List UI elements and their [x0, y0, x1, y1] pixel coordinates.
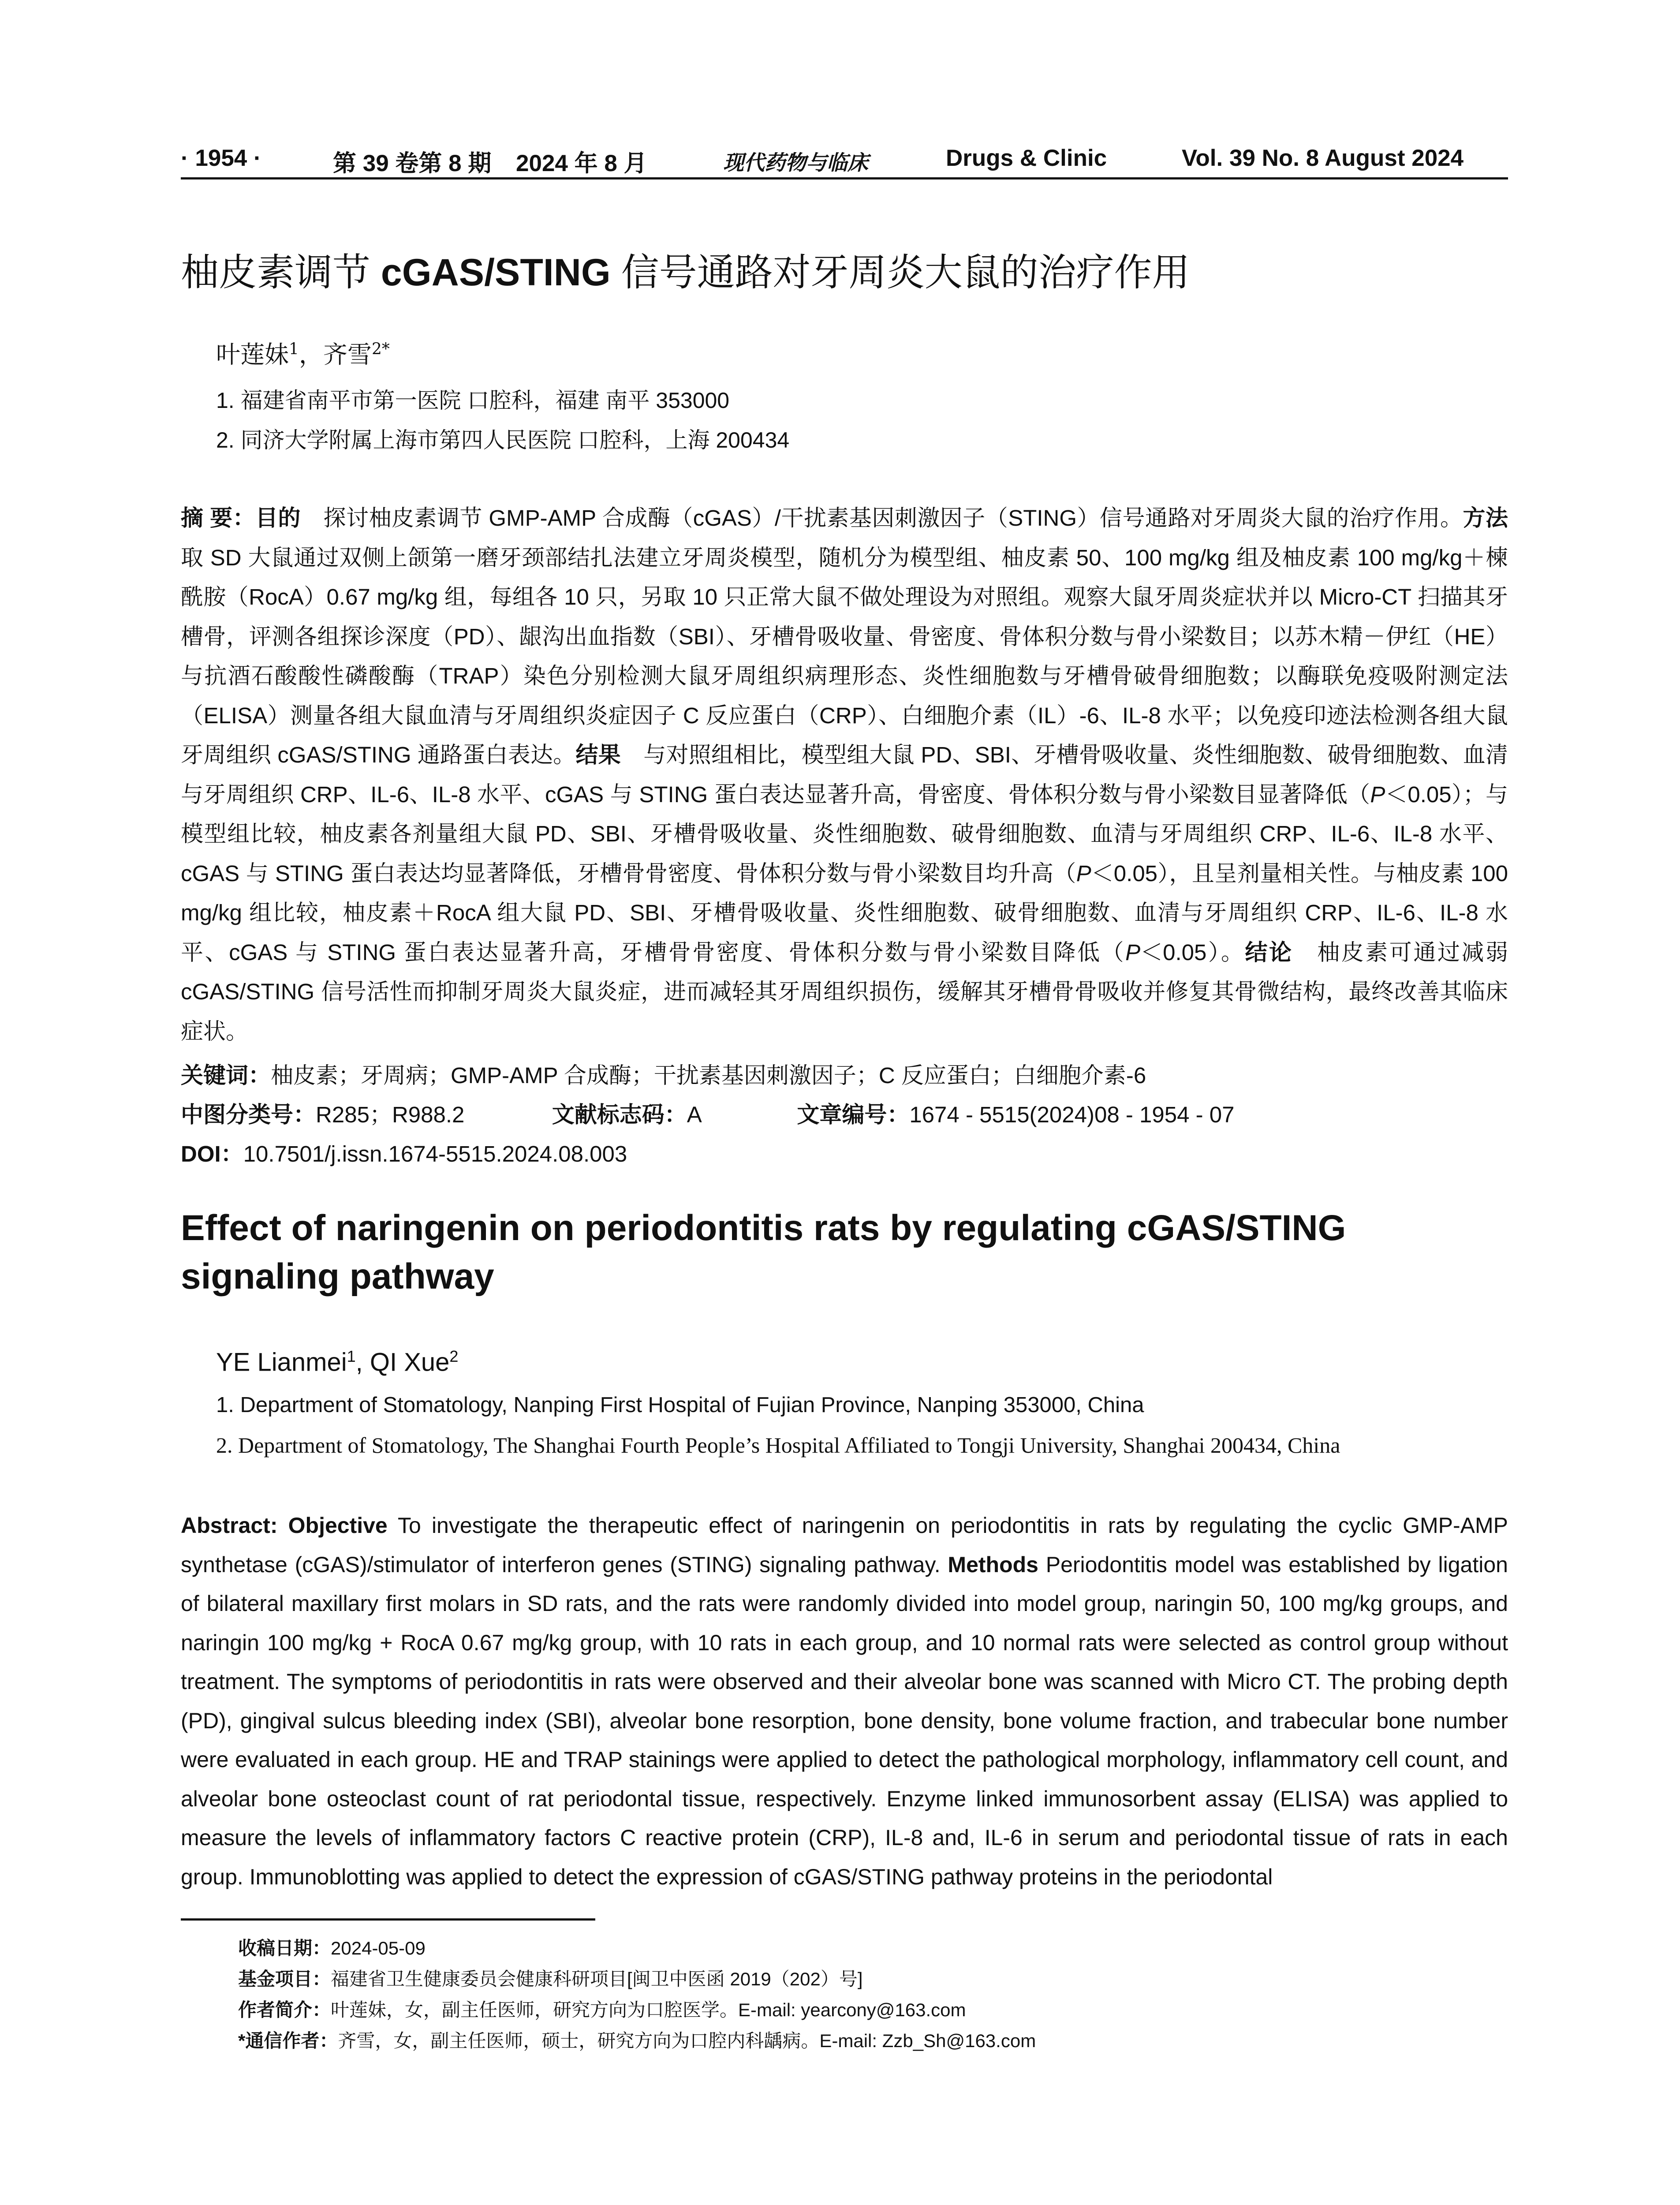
footnote-funding: 基金项目：福建省卫生健康委员会健康科研项目[闽卫中医函 2019（202）号] [238, 1969, 863, 1989]
affiliation-en-2: 2. Department of Stomatology, The Shanghai Fourth People’s Hospital Affiliated to Tongji University, Shanghai 200434, China [216, 1433, 1340, 1458]
doi: DOI：10.7501/j.issn.1674-5515.2024.08.003 [181, 1141, 627, 1166]
footnote-rule [181, 1918, 595, 1921]
authors-en: YE Lianmei$^1$, QI Xue$^2$ [216, 1347, 459, 1377]
abstract-en: Abstract: Objective To investigate the therapeutic effect of naringenin on periodontitis in rats by regulating the cyclic GMP-AMP synthetase (cGAS)/stimulator of interferon genes (STING) signaling pathway. Methods Periodontitis model was established by ligation of bilateral maxillary first molars in SD rats, and the rats were randomly divided into model group, naringin 50, 100 mg/kg groups, and naringin 100 mg/kg + RocA 0.67 mg/kg group, with 10 rats in each group, and 10 normal rats were selected as control group without treatment. The symptoms of periodontitis in rats were observed and their alveolar bone was scanned with Micro CT. The probing depth (PD), gingival sulcus bleeding index (SBI), alveolar bone resorption, bone density, bone volume fraction, and trabecular bone number were evaluated in each group. HE and TRAP stainings were applied to detect the pathological morphology, inflammatory cell count, and alveolar bone osteoclast count of rat periodontal tissue, respectively. Enzyme linked immunosorbent assay (ELISA) was applied to measure the levels of inflammatory factors C reactive protein (CRP), IL-8 and, IL-6 in serum and periodontal tissue of rats in each group. Immunoblotting was applied to detect the expression of cGAS/STING pathway proteins in the periodontal [181, 1513, 1508, 1889]
classification: 中图分类号：R285；R988.2 文献标志码：A 文章编号：1674 - 5515(2024)08 - 1954 - 07 [181, 1102, 1235, 1127]
affiliation-cn-2: 2. 同济大学附属上海市第四人民医院 口腔科，上海 200434 [216, 428, 790, 452]
authors-cn: 叶莲妹$^1$，齐雪$^{2*}$ [216, 340, 390, 369]
header-date-cn: 2024 年 8 月 [516, 150, 647, 176]
keywords-cn: 关键词：柚皮素；牙周病；GMP-AMP 合成酶；干扰素基因刺激因子；C 反应蛋白；白细胞介素-6 [181, 1063, 1146, 1088]
footnote-author-bio: 作者简介：叶莲妹，女，副主任医师，研究方向为口腔医学。E-mail: yearcony@163.com [238, 1999, 966, 2020]
title-en: Effect of naringenin on periodontitis rats by regulating cGAS/STING signaling pathway [181, 1208, 1346, 1297]
header-journal-en: Drugs & Clinic [946, 145, 1107, 171]
header-journal-cn: 现代药物与临床 [723, 151, 868, 175]
affiliation-cn-1: 1. 福建省南平市第一医院 口腔科，福建 南平 353000 [216, 388, 730, 413]
footnote-corresponding: *通信作者：齐雪，女，副主任医师，硕士，研究方向为口腔内科龋病。E-mail: Zzb_Sh@163.com [238, 2030, 1036, 2051]
title-cn: 柚皮素调节 cGAS/STING 信号通路对牙周炎大鼠的治疗作用 [181, 251, 1190, 294]
page-number: · 1954 · [181, 145, 261, 171]
running-header [181, 140, 1508, 179]
abstract-cn: 摘 要：目的 探讨柚皮素调节 GMP-AMP 合成酶（cGAS）/干扰素基因刺激因子（STING）信号通路对牙周炎大鼠的治疗作用。方法 取 SD 大鼠通过双侧上颌第一磨牙颈部结扎法建立牙周炎模型，随机分为模型组、柚皮素 50、100 mg/kg 组及柚皮素 100 mg/kg＋楝酰胺（RocA）0.67 mg/kg 组，每组各 10 只，另取 10 只正常大鼠不做处理设为对照组。观察大鼠牙周炎症状并以 Micro-CT 扫描其牙槽骨，评测各组探诊深度（PD）、龈沟出血指数（SBI）、牙槽骨吸收量、骨密度、骨体积分数与骨小梁数目；以苏木精－伊红（HE）与抗酒石酸酸性磷酸酶（TRAP）染色分别检测大鼠牙周组织病理形态、炎性细胞数与牙槽骨破骨细胞数；以酶联免疫吸附测定法（ELISA）测量各组大鼠血清与牙周组织炎症因子 C 反应蛋白（CRP）、白细胞介素（IL）-6、IL-8 水平；以免疫印迹法检测各组大鼠牙周组织 cGAS/STING 通路蛋白表达。结果 与对照组相比，模型组大鼠 PD、SBI、牙槽骨吸收量、炎性细胞数、破骨细胞数、血清与牙周组织 CRP、IL-6、IL-8 水平、cGAS 与 STING 蛋白表达显著升高，骨密度、骨体积分数与骨小梁数目显著降低（P＜0.05）；与模型组比较，柚皮素各剂量组大鼠 PD、SBI、牙槽骨吸收量、炎性细胞数、破骨细胞数、血清与牙周组织 CRP、IL-6、IL-8 水平、cGAS 与 STING 蛋白表达均显著降低，牙槽骨骨密度、骨体积分数与骨小梁数目均升高（P＜0.05），且呈剂量相关性。与柚皮素 100 mg/kg 组比较，柚皮素＋RocA 组大鼠 PD、SBI、牙槽骨吸收量、炎性细胞数、破骨细胞数、血清与牙周组织 CRP、IL-6、IL-8 水平、cGAS 与 STING 蛋白表达显著升高，牙槽骨骨密度、骨体积分数与骨小梁数目降低（P＜0.05）。结论 柚皮素可通过减弱 cGAS/STING 信号活性而抑制牙周炎大鼠炎症，进而减轻其牙周组织损伤，缓解其牙槽骨骨吸收并修复其骨微结构，最终改善其临床症状。 [181, 505, 1508, 1044]
header-volume-cn: 第 39 卷第 8 期 [333, 150, 492, 176]
footnote-received: 收稿日期：2024-05-09 [238, 1938, 426, 1958]
affiliation-en-1: 1. Department of Stomatology, Nanping First Hospital of Fujian Province, Nanping 353000, China [216, 1393, 1144, 1417]
header-volume-en: Vol. 39 No. 8 August 2024 [1182, 145, 1464, 171]
